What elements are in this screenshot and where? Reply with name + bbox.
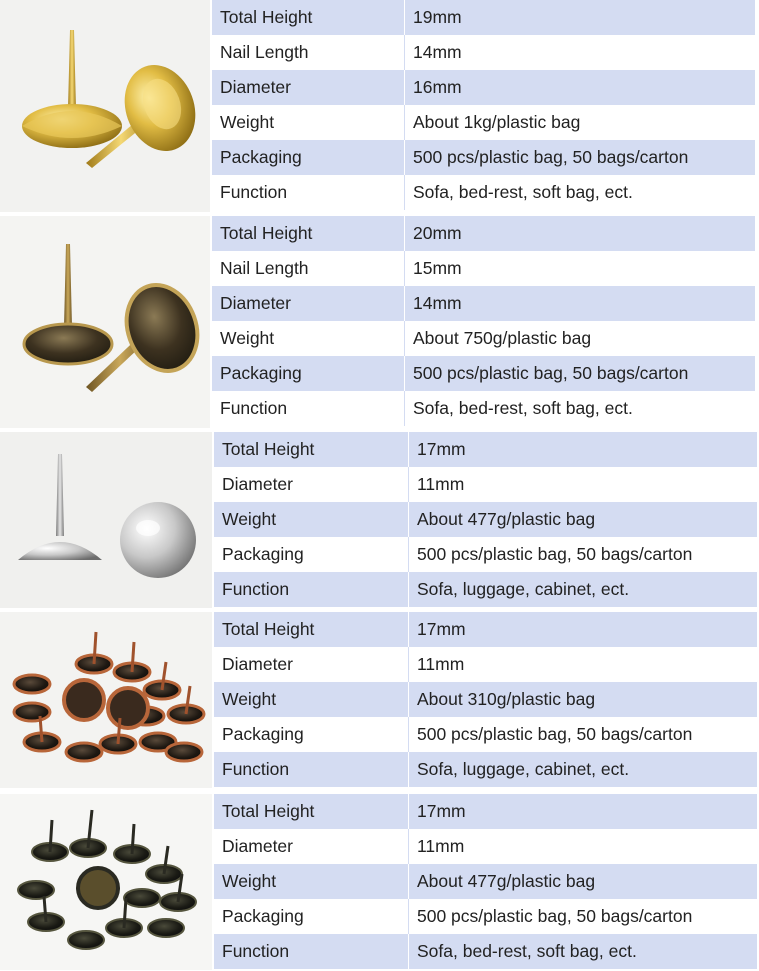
spec-label: Total Height [214,432,409,467]
spec-label: Packaging [212,356,405,391]
spec-row [214,432,757,467]
spec-value: 500 pcs/plastic bag, 50 bags/carton [413,147,689,167]
spec-row [214,899,757,934]
spec-row [214,752,757,787]
spec-label: Diameter [212,286,405,321]
spec-value: Sofa, luggage, cabinet, ect. [417,759,630,779]
spec-label: Weight [214,502,409,537]
spec-value: Sofa, bed-rest, soft bag, ect. [413,398,633,418]
spec-label: Diameter [214,647,409,682]
spec-row [212,105,755,140]
spec-row [214,717,757,752]
spec-value: 11mm [417,654,465,674]
spec-value: 16mm [413,77,462,97]
spec-label: Weight [212,105,405,140]
spec-label: Diameter [212,70,405,105]
spec-table-4 [214,612,757,787]
spec-value: About 750g/plastic bag [413,328,592,348]
spec-table-1 [212,0,755,210]
spec-table-3 [214,432,757,607]
spec-label: Weight [214,682,409,717]
spec-label: Packaging [212,140,405,175]
nickel-upholstery-nail-icon [0,432,212,608]
spec-label: Function [212,175,405,210]
spec-label: Weight [212,321,405,356]
spec-value: 14mm [413,42,462,62]
spec-value: Sofa, luggage, cabinet, ect. [417,579,630,599]
spec-row [214,864,757,899]
spec-label: Total Height [214,612,409,647]
spec-label: Total Height [212,216,405,251]
spec-value: 17mm [417,439,466,459]
spec-label: Diameter [214,467,409,502]
spec-value: Sofa, bed-rest, soft bag, ect. [417,941,637,961]
spec-value: 500 pcs/plastic bag, 50 bags/carton [417,544,693,564]
spec-value: 19mm [413,7,462,27]
spec-row [212,251,755,286]
spec-row [214,647,757,682]
spec-label: Function [214,572,409,607]
spec-label: Nail Length [212,251,405,286]
spec-row [214,612,757,647]
spec-row [212,286,755,321]
spec-row [214,467,757,502]
spec-row [212,35,755,70]
spec-row [212,70,755,105]
brass-upholstery-nail-icon [0,0,210,212]
red-copper-upholstery-nails-icon [0,612,212,788]
spec-label: Total Height [212,0,405,35]
spec-label: Packaging [214,537,409,572]
spec-label: Nail Length [212,35,405,70]
product-block-5 [0,794,759,970]
product-photo-2 [0,216,210,428]
spec-row [214,537,757,572]
spec-label: Diameter [214,829,409,864]
product-photo-4 [0,612,212,788]
product-photo-1 [0,0,210,212]
product-block-3 [0,432,759,608]
spec-row [214,572,757,607]
product-block-4 [0,612,759,788]
spec-value: About 477g/plastic bag [417,509,596,529]
spec-row [212,356,755,391]
spec-table-2 [212,216,755,426]
spec-row [212,0,755,35]
antique-bronze-upholstery-nail-icon [0,216,210,428]
spec-value: 11mm [417,474,465,494]
spec-value: 17mm [417,619,466,639]
spec-row [214,794,757,829]
spec-label: Function [212,391,405,426]
spec-value: 500 pcs/plastic bag, 50 bags/carton [413,363,689,383]
spec-row [214,502,757,537]
spec-value: About 310g/plastic bag [417,689,596,709]
spec-value: About 477g/plastic bag [417,871,596,891]
spec-table-5 [214,794,757,969]
spec-row [212,140,755,175]
spec-row [212,175,755,210]
spec-value: 500 pcs/plastic bag, 50 bags/carton [417,906,693,926]
spec-value: About 1kg/plastic bag [413,112,581,132]
spec-label: Packaging [214,899,409,934]
product-photo-3 [0,432,212,608]
spec-label: Function [214,934,409,969]
spec-row [212,216,755,251]
spec-value: 15mm [413,258,462,278]
spec-value: 20mm [413,223,462,243]
product-block-2 [0,216,759,428]
spec-value: 17mm [417,801,466,821]
spec-row [212,391,755,426]
black-bronze-upholstery-nails-icon [0,794,212,970]
spec-row [214,934,757,969]
spec-label: Weight [214,864,409,899]
spec-label: Function [214,752,409,787]
spec-row [214,829,757,864]
product-photo-5 [0,794,212,970]
spec-value: 11mm [417,836,465,856]
spec-label: Total Height [214,794,409,829]
product-block-1 [0,0,759,212]
spec-value: 14mm [413,293,462,313]
spec-value: Sofa, bed-rest, soft bag, ect. [413,182,633,202]
spec-row [212,321,755,356]
spec-value: 500 pcs/plastic bag, 50 bags/carton [417,724,693,744]
spec-row [214,682,757,717]
spec-label: Packaging [214,717,409,752]
